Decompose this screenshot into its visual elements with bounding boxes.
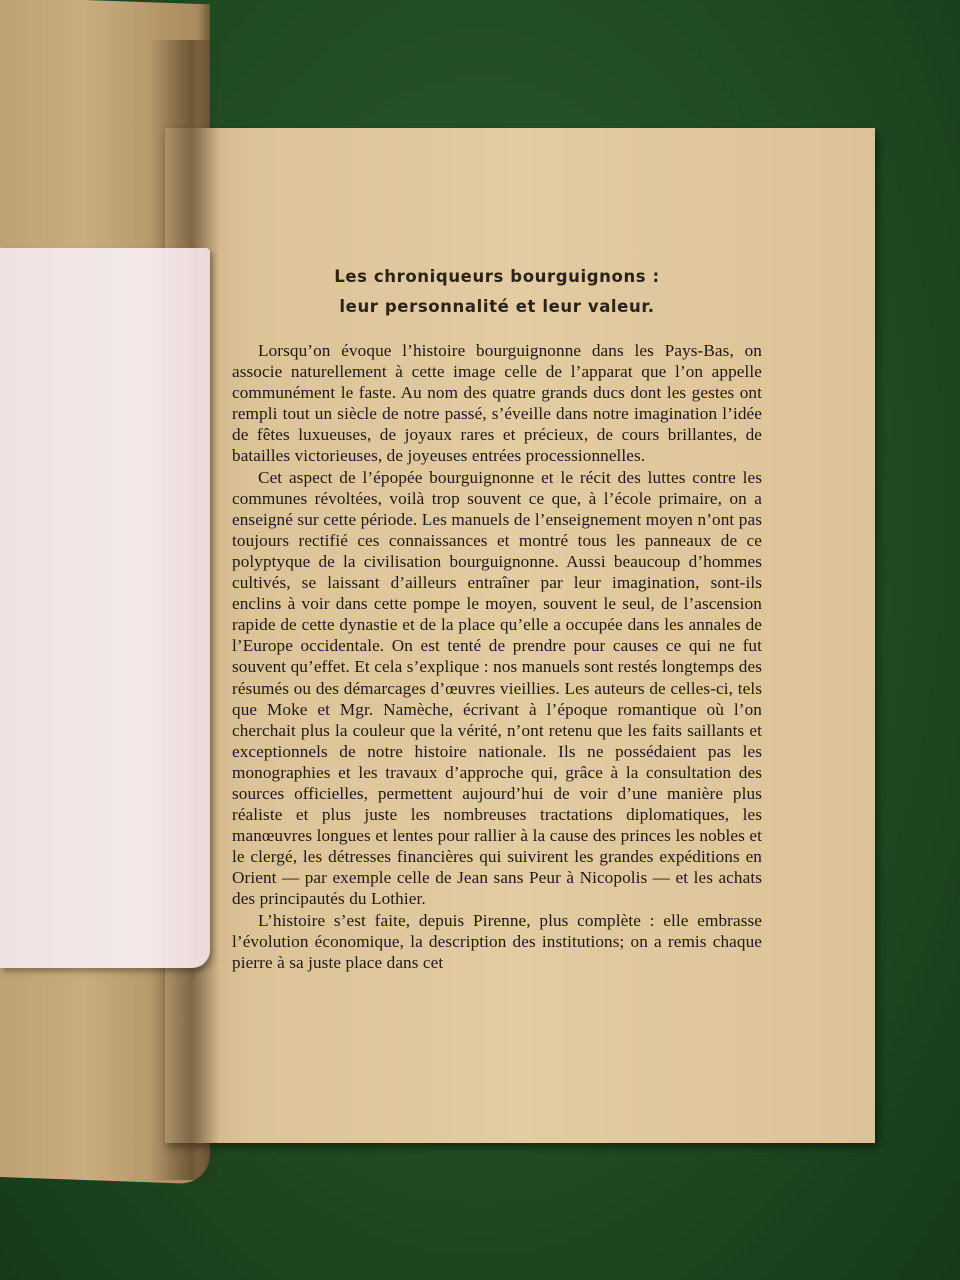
paragraph-1: Lorsqu’on évoque l’histoire bourguignonne dans les Pays-Bas, on associe naturellement à cette image celle de l’apparat que l’on appelle communément le faste. Au nom des quatre grands ducs dont les gestes ont rempli tout un siècle de notre passé, s’éveille dans notre imagination l’idée de fêtes luxueuses, de joyaux rares et précieux, de cours brillantes, de batailles victorieuses, de joyeuses entrées processionnelles. [232, 341, 762, 466]
paragraph-3: L’histoire s’est faite, depuis Pirenne, plus complète : elle embrasse l’évolution économique, la description des institutions; on a remis chaque pierre à sa juste place dans cet [232, 910, 762, 972]
paragraph-2: Cet aspect de l’épopée bourguignonne et le récit des luttes contre les communes révoltées, voilà trop souvent ce que, à l’école primaire, on a enseigné sur cette période. Les manuels de l’enseignement moyen n’ont pas toujours rectifié ces connaissances et montré tous les panneaux de ce polyptyque de la civilisation bourguignonne. Aussi beaucoup d’hommes cultivés, se laissant d’ailleurs entraîner par leur imagination, sont-ils enclins à voir dans cette pompe le moyen, souvent le seul, de l’ascension rapide de cette dynastie et de la place qu’elle a occupée dans les annales de l’Europe occidentale. On est tenté de prendre pour causes ce qui ne fut souvent qu’effet. Et cela s’explique : nos manuels sont restés longtemps des résumés ou des démarcages d’œuvres vieillies. Les auteurs de celles-ci, tels que Moke et Mgr. Namèche, écrivant à l’époque romantique où l’on cherchait plus la couleur que la vérité, n’ont retenu que les faits saillants et exceptionnels de notre histoire nationale. Ils ne possédaient pas les monographies et les travaux d’approche qui, grâce à la consultation des sources officielles, permettent aujourd’hui de voir d’une manière plus réaliste et plus juste les nombreuses tractations diplomatiques, les manœuvres longues et lentes pour rallier à la cause des princes les nobles et le clergé, les détresses financières qui suivirent les grandes expéditions en Orient — par exemple celle de Jean sans Peur à Nicopolis — et les achats des principautés du Lothier. [232, 467, 762, 909]
pink-bookmark-slip [0, 248, 210, 968]
page-text [232, 262, 762, 973]
chapter-heading [232, 262, 762, 322]
heading-line-1: Les chroniqueurs bourguignons : [334, 267, 660, 286]
heading-line-2: leur personnalité et leur valeur. [339, 297, 655, 316]
